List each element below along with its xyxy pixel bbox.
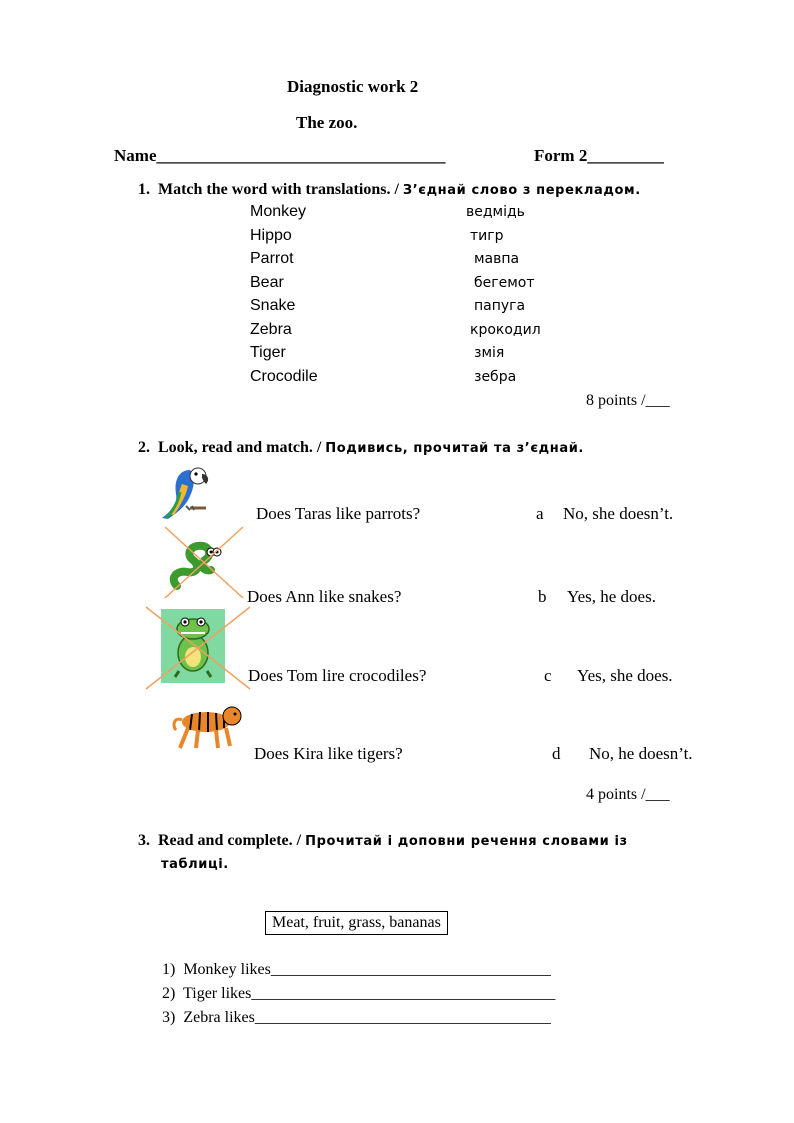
- answer-letter: c: [544, 666, 552, 685]
- sentence-row: [162, 1009, 551, 1027]
- task3-instruction-ua: Прочитай і доповни речення словами із: [305, 834, 628, 849]
- answer-text: No, she doesn’t.: [563, 504, 674, 523]
- form-line[interactable]: _________: [587, 146, 664, 165]
- answer-letter: d: [552, 744, 561, 763]
- answer-text: Yes, she does.: [577, 666, 673, 685]
- snake-cross: [165, 525, 245, 600]
- word-bear: Bear: [250, 274, 284, 291]
- task2-instruction-en: Look, read and match. /: [158, 439, 322, 456]
- translation-item: мавпа: [474, 251, 520, 267]
- page-title: Diagnostic work 2: [287, 77, 419, 96]
- sentence-number: 3): [162, 1009, 176, 1026]
- task2-number: 2.: [138, 439, 150, 456]
- answer-line[interactable]: ___________________________________: [270, 961, 551, 978]
- parrot-icon: [160, 462, 210, 522]
- translation-item: тигр: [470, 228, 504, 244]
- task3-heading: [138, 832, 628, 850]
- word-tiger: Tiger: [250, 344, 286, 361]
- answer-letter: b: [538, 587, 547, 606]
- answer-text: Yes, he does.: [567, 587, 656, 606]
- task1-points: 8 points /___: [586, 392, 670, 409]
- translation-item: бегемот: [474, 275, 535, 291]
- translation-item: зебра: [474, 369, 517, 385]
- translation-item: крокодил: [470, 322, 541, 338]
- task1-instruction-ua: З’єднай слово з перекладом.: [402, 183, 641, 198]
- task1-heading: [138, 181, 641, 199]
- form-label: Form 2: [534, 146, 588, 165]
- name-line[interactable]: __________________________________: [156, 146, 446, 165]
- tiger-icon: [168, 700, 248, 752]
- task2-heading: [138, 439, 584, 457]
- translation-item: змія: [474, 345, 505, 361]
- question-4: Does Kira like tigers?: [254, 744, 403, 763]
- page-subtitle: The zoo.: [296, 113, 358, 132]
- sentence-text: Monkey likes: [183, 961, 271, 978]
- answer-line[interactable]: _____________________________________: [254, 1009, 551, 1026]
- sentence-row: [162, 961, 551, 979]
- answer-text: No, he doesn’t.: [589, 744, 693, 763]
- question-3: Does Tom lire crocodiles?: [248, 666, 427, 685]
- answer-line[interactable]: ______________________________________: [251, 985, 556, 1002]
- task3-number: 3.: [138, 832, 150, 849]
- word-parrot: Parrot: [250, 250, 294, 267]
- translation-item: папуга: [474, 298, 526, 314]
- form-row: [534, 146, 664, 166]
- task3-instruction-ua-line2: таблиці.: [161, 857, 229, 872]
- crocodile-cross: [146, 607, 250, 689]
- sentence-number: 1): [162, 961, 176, 978]
- task3-instruction-en: Read and complete. /: [158, 832, 302, 849]
- translation-item: ведмідь: [466, 204, 525, 220]
- sentence-text: Tiger likes: [183, 985, 252, 1002]
- task1-instruction-en: Match the word with translations. /: [158, 181, 399, 198]
- task1-number: 1.: [138, 181, 150, 198]
- word-box: Meat, fruit, grass, bananas: [265, 911, 448, 935]
- sentence-row: [162, 985, 555, 1003]
- name-label: Name: [114, 146, 157, 165]
- word-hippo: Hippo: [250, 227, 292, 244]
- name-row: [114, 146, 445, 166]
- word-zebra: Zebra: [250, 321, 292, 338]
- word-snake: Snake: [250, 297, 296, 314]
- question-1: Does Taras like parrots?: [256, 504, 421, 523]
- task2-instruction-ua: Подивись, прочитай та з’єднай.: [325, 441, 584, 456]
- word-crocodile: Crocodile: [250, 368, 318, 385]
- sentence-number: 2): [162, 985, 176, 1002]
- question-2: Does Ann like snakes?: [247, 587, 402, 606]
- word-monkey: Monkey: [250, 203, 307, 220]
- sentence-text: Zebra likes: [183, 1009, 255, 1026]
- answer-letter: a: [536, 504, 544, 523]
- task2-points: 4 points /___: [586, 786, 670, 803]
